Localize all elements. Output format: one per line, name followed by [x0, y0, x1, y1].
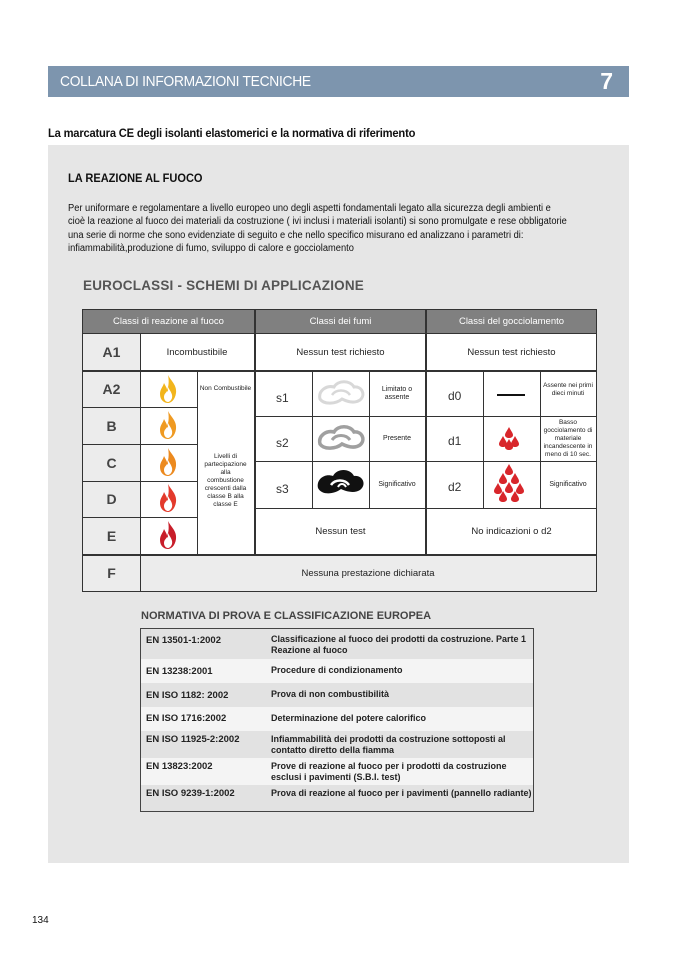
header-bar — [48, 66, 629, 97]
page-subtitle: La marcatura CE degli isolanti elastomerici e la normativa di riferimento — [48, 126, 416, 140]
class-b-label: B — [106, 417, 117, 434]
norm-desc: Prova di non combustibilità — [271, 689, 390, 699]
drip-d1-code: d1 — [448, 434, 462, 448]
page-number: 134 — [32, 915, 49, 926]
divider — [83, 517, 197, 518]
e-drip-text: No indicazioni o d2 — [471, 526, 552, 537]
class-d-label: D — [106, 491, 117, 507]
divider — [83, 370, 596, 372]
f-text: Nessuna prestazione dichiarata — [301, 567, 435, 579]
a1-drip-text: Nessun test richiesto — [467, 346, 556, 358]
drops-many-icon — [493, 463, 525, 503]
table-row — [141, 683, 533, 707]
header-drip: Classi del gocciolamento — [427, 310, 596, 333]
divider — [312, 371, 313, 508]
norm-code: EN 13823:2002 — [146, 761, 213, 772]
chapter-number: 7 — [600, 68, 613, 94]
table-row — [141, 785, 533, 811]
norm-code: EN 13501-1:2002 — [146, 635, 221, 646]
smoke-s1-code: s1 — [276, 391, 289, 405]
a1-text: Incombustibile — [166, 346, 228, 358]
a2-description: Non Combustibile — [199, 385, 252, 392]
norm-code: EN ISO 1716:2002 — [146, 713, 227, 724]
table-row — [141, 758, 533, 785]
divider — [254, 461, 596, 462]
divider — [425, 310, 427, 555]
flame-icon — [157, 520, 179, 550]
norm-code: EN ISO 11925-2:2002 — [146, 734, 240, 745]
norm-desc: Prova di reazione al fuoco per i pavimenti (pannello radiante) — [271, 788, 532, 798]
drip-d1-desc: Basso gocciolamento di materiale incandescente in meno di 10 sec. — [543, 418, 593, 458]
divider — [83, 481, 197, 482]
divider — [83, 407, 197, 408]
euroclassi-table — [82, 309, 597, 592]
euroclassi-title: EUROCLASSI - SCHEMI DI APPLICAZIONE — [83, 278, 365, 293]
drip-d0-desc: Assente nei primi dieci minuti — [543, 382, 593, 397]
class-f-label: F — [107, 565, 116, 581]
flame-icon — [157, 410, 179, 440]
class-e-label: E — [106, 528, 117, 544]
b-e-description: Livelli di partecipazione alla combustione crescenti dalla classe B alla classe E — [204, 453, 247, 508]
table-row — [141, 731, 533, 758]
class-c-label: C — [106, 454, 117, 471]
norm-code: EN 13238:2001 — [146, 666, 213, 677]
smoke-s3-code: s3 — [276, 482, 289, 496]
drip-d0-code: d0 — [448, 389, 462, 403]
class-a1-label: A1 — [102, 344, 121, 360]
divider — [254, 416, 596, 417]
smoke-dark-icon — [314, 466, 368, 500]
divider — [369, 371, 370, 508]
drops-few-icon — [495, 426, 523, 452]
norm-desc: Procedure di condizionamento — [271, 665, 403, 675]
flame-icon — [157, 374, 179, 404]
divider — [483, 371, 484, 508]
table-row — [141, 707, 533, 731]
smoke-medium-icon — [316, 422, 366, 454]
intro-line: cioè la reazione al fuoco dei materiali da costruzione ( ivi inclusi i materiali isolanti) si sono promulgate e rese obbligatorie — [68, 216, 567, 228]
divider — [254, 310, 256, 555]
divider — [83, 444, 197, 445]
intro-paragraph — [68, 202, 589, 256]
intro-line: Per uniformare e regolamentare a livello europeo uno degli aspetti fondamentali legato alla sicurezza degli ambienti e — [68, 203, 551, 214]
smoke-s1-desc: Limitato o assente — [381, 385, 413, 401]
normativa-table — [140, 628, 534, 812]
divider — [540, 371, 541, 508]
smoke-s2-code: s2 — [276, 436, 289, 450]
drip-d2-code: d2 — [448, 480, 462, 494]
drip-d2-desc: Significativo — [549, 480, 587, 488]
smoke-s2-desc: Presente — [382, 434, 412, 442]
section-title: LA REAZIONE AL FUOCO — [68, 171, 203, 185]
e-smoke-text: Nessun test — [315, 526, 366, 537]
header-smoke: Classi dei fumi — [256, 310, 425, 333]
flame-icon — [157, 483, 179, 513]
norm-desc: Classificazione al fuoco dei prodotti da costruzione. Parte 1 Reazione al fuoco — [271, 634, 527, 655]
intro-line: infiammabilità,produzione di fumo, sviluppo di calore e gocciolamento — [68, 243, 354, 255]
smoke-light-icon — [316, 377, 366, 407]
divider — [197, 371, 198, 555]
intro-line: una serie di norme che sono evidenziate di seguito e che nello specifico misurano ed analizzano i parametri di: — [68, 229, 524, 241]
smoke-s3-desc: Significativo — [378, 480, 416, 488]
norm-code: EN ISO 9239-1:2002 — [146, 788, 235, 799]
table-row — [141, 659, 533, 683]
dash-icon — [497, 394, 525, 396]
header-reaction: Classi di reazione al fuoco — [83, 310, 254, 333]
normativa-title: NORMATIVA DI PROVA E CLASSIFICAZIONE EUROPEA — [141, 610, 432, 622]
norm-code: EN ISO 1182: 2002 — [146, 690, 229, 701]
divider — [254, 508, 596, 509]
divider — [83, 554, 596, 556]
collection-title: COLLANA DI INFORMAZIONI TECNICHE — [60, 73, 311, 90]
a1-smoke-text: Nessun test richiesto — [296, 346, 385, 358]
norm-desc: Infiammabilità dei prodotti da costruzione sottoposti al contatto diretto della fiamma — [271, 734, 506, 755]
table-row — [141, 629, 533, 659]
flame-icon — [157, 447, 179, 477]
divider — [83, 333, 596, 334]
norm-desc: Prove di reazione al fuoco per i prodotti da costruzione esclusi i pavimenti (S.B.I. test) — [271, 761, 507, 782]
norm-desc: Determinazione del potere calorifico — [271, 713, 427, 723]
class-a2-label: A2 — [102, 381, 121, 397]
